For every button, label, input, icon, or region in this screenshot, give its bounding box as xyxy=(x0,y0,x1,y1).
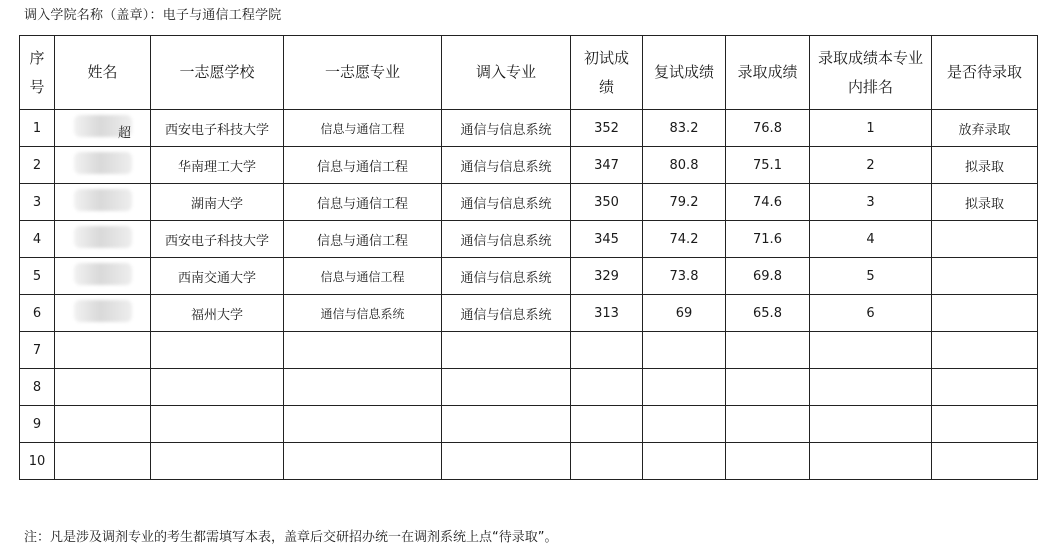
redacted-name-blur xyxy=(74,300,132,322)
table-header-row xyxy=(20,36,1038,110)
cell-retest-score xyxy=(643,443,726,480)
cell-first-major xyxy=(284,332,442,369)
cell-initial-score: 329 xyxy=(571,258,643,295)
cell-transfer-major: 通信与信息系统 xyxy=(442,110,571,147)
form-header: 调入学院名称（盖章）：电子与通信工程学院 xyxy=(24,8,282,23)
cell-first-school xyxy=(151,406,284,443)
col-header-rank: 录取成绩本专业内排名 xyxy=(810,36,932,110)
cell-no: 2 xyxy=(20,147,55,184)
cell-initial-score xyxy=(571,369,643,406)
cell-transfer-major: 通信与信息系统 xyxy=(442,221,571,258)
cell-retest-score: 83.2 xyxy=(643,110,726,147)
cell-rank xyxy=(810,332,932,369)
cell-status xyxy=(932,295,1038,332)
cell-transfer-major xyxy=(442,369,571,406)
cell-final-score: 65.8 xyxy=(726,295,810,332)
cell-first-school: 福州大学 xyxy=(151,295,284,332)
cell-final-score xyxy=(726,369,810,406)
table-row xyxy=(20,443,1038,480)
cell-first-school xyxy=(151,332,284,369)
cell-no: 6 xyxy=(20,295,55,332)
cell-first-major: 信息与通信工程 xyxy=(284,110,442,147)
cell-final-score: 76.8 xyxy=(726,110,810,147)
cell-status: 拟录取 xyxy=(932,147,1038,184)
table-row xyxy=(20,406,1038,443)
col-header-status: 是否待录取 xyxy=(932,36,1038,110)
cell-first-school xyxy=(151,443,284,480)
cell-status xyxy=(932,369,1038,406)
cell-no: 1 xyxy=(20,110,55,147)
table-row xyxy=(20,332,1038,369)
cell-initial-score xyxy=(571,406,643,443)
col-header-first-school: 一志愿学校 xyxy=(151,36,284,110)
cell-rank: 4 xyxy=(810,221,932,258)
cell-rank: 6 xyxy=(810,295,932,332)
cell-final-score: 69.8 xyxy=(726,258,810,295)
table-body xyxy=(20,110,1038,480)
footnote: 注：凡是涉及调剂专业的考生都需填写本表，盖章后交研招办统一在调剂系统上点“待录取”。 xyxy=(24,530,558,545)
cell-first-major xyxy=(284,443,442,480)
cell-no: 3 xyxy=(20,184,55,221)
col-header-first-major: 一志愿专业 xyxy=(284,36,442,110)
cell-initial-score: 347 xyxy=(571,147,643,184)
cell-retest-score: 79.2 xyxy=(643,184,726,221)
cell-no: 5 xyxy=(20,258,55,295)
table-row xyxy=(20,110,1038,147)
cell-rank xyxy=(810,406,932,443)
table-row xyxy=(20,258,1038,295)
cell-retest-score xyxy=(643,369,726,406)
cell-transfer-major xyxy=(442,406,571,443)
col-header-retest-score: 复试成绩 xyxy=(643,36,726,110)
cell-status xyxy=(932,221,1038,258)
cell-final-score xyxy=(726,443,810,480)
cell-retest-score: 74.2 xyxy=(643,221,726,258)
cell-transfer-major: 通信与信息系统 xyxy=(442,258,571,295)
cell-first-school: 西安电子科技大学 xyxy=(151,110,284,147)
cell-no: 10 xyxy=(20,443,55,480)
cell-name xyxy=(55,406,151,443)
cell-no: 7 xyxy=(20,332,55,369)
cell-retest-score: 69 xyxy=(643,295,726,332)
cell-first-school: 华南理工大学 xyxy=(151,147,284,184)
cell-initial-score: 313 xyxy=(571,295,643,332)
cell-first-school: 湖南大学 xyxy=(151,184,284,221)
cell-transfer-major: 通信与信息系统 xyxy=(442,295,571,332)
cell-status xyxy=(932,258,1038,295)
cell-status: 拟录取 xyxy=(932,184,1038,221)
cell-first-major: 信息与通信工程 xyxy=(284,184,442,221)
cell-transfer-major: 通信与信息系统 xyxy=(442,147,571,184)
cell-name xyxy=(55,369,151,406)
cell-first-school: 西南交通大学 xyxy=(151,258,284,295)
cell-status xyxy=(932,443,1038,480)
cell-name xyxy=(55,295,151,332)
cell-rank: 5 xyxy=(810,258,932,295)
cell-transfer-major: 通信与信息系统 xyxy=(442,184,571,221)
cell-transfer-major xyxy=(442,332,571,369)
cell-transfer-major xyxy=(442,443,571,480)
cell-retest-score: 73.8 xyxy=(643,258,726,295)
cell-first-major: 信息与通信工程 xyxy=(284,147,442,184)
cell-status: 放弃录取 xyxy=(932,110,1038,147)
cell-first-school: 西安电子科技大学 xyxy=(151,221,284,258)
cell-initial-score xyxy=(571,443,643,480)
cell-first-major xyxy=(284,406,442,443)
cell-retest-score: 80.8 xyxy=(643,147,726,184)
cell-first-major xyxy=(284,369,442,406)
cell-first-major: 通信与信息系统 xyxy=(284,295,442,332)
cell-first-school xyxy=(151,369,284,406)
cell-retest-score xyxy=(643,332,726,369)
cell-no: 8 xyxy=(20,369,55,406)
cell-rank: 2 xyxy=(810,147,932,184)
cell-status xyxy=(932,406,1038,443)
cell-rank: 3 xyxy=(810,184,932,221)
cell-final-score: 74.6 xyxy=(726,184,810,221)
cell-name xyxy=(55,147,151,184)
cell-name xyxy=(55,443,151,480)
col-header-transfer-major: 调入专业 xyxy=(442,36,571,110)
transfer-admission-table xyxy=(19,35,1038,480)
cell-initial-score: 352 xyxy=(571,110,643,147)
cell-initial-score: 350 xyxy=(571,184,643,221)
table-row xyxy=(20,369,1038,406)
name-visible-fragment: 超 xyxy=(117,126,131,141)
cell-status xyxy=(932,332,1038,369)
table-row xyxy=(20,221,1038,258)
col-header-name: 姓名 xyxy=(55,36,151,110)
redacted-name-blur xyxy=(74,263,132,285)
col-header-no: 序号 xyxy=(20,36,55,110)
cell-first-major: 信息与通信工程 xyxy=(284,221,442,258)
cell-name xyxy=(55,332,151,369)
cell-final-score xyxy=(726,332,810,369)
cell-name xyxy=(55,258,151,295)
cell-final-score: 75.1 xyxy=(726,147,810,184)
table-row xyxy=(20,184,1038,221)
cell-rank xyxy=(810,369,932,406)
table-row xyxy=(20,295,1038,332)
redacted-name-blur xyxy=(74,152,132,174)
cell-name xyxy=(55,221,151,258)
cell-final-score xyxy=(726,406,810,443)
cell-initial-score xyxy=(571,332,643,369)
cell-rank xyxy=(810,443,932,480)
cell-name xyxy=(55,184,151,221)
cell-retest-score xyxy=(643,406,726,443)
cell-no: 4 xyxy=(20,221,55,258)
cell-final-score: 71.6 xyxy=(726,221,810,258)
redacted-name-blur xyxy=(74,226,132,248)
cell-initial-score: 345 xyxy=(571,221,643,258)
col-header-initial-score: 初试成绩 xyxy=(571,36,643,110)
cell-name xyxy=(55,110,151,147)
col-header-final-score: 录取成绩 xyxy=(726,36,810,110)
cell-no: 9 xyxy=(20,406,55,443)
redacted-name-blur xyxy=(74,189,132,211)
table-row xyxy=(20,147,1038,184)
cell-first-major: 信息与通信工程 xyxy=(284,258,442,295)
cell-rank: 1 xyxy=(810,110,932,147)
